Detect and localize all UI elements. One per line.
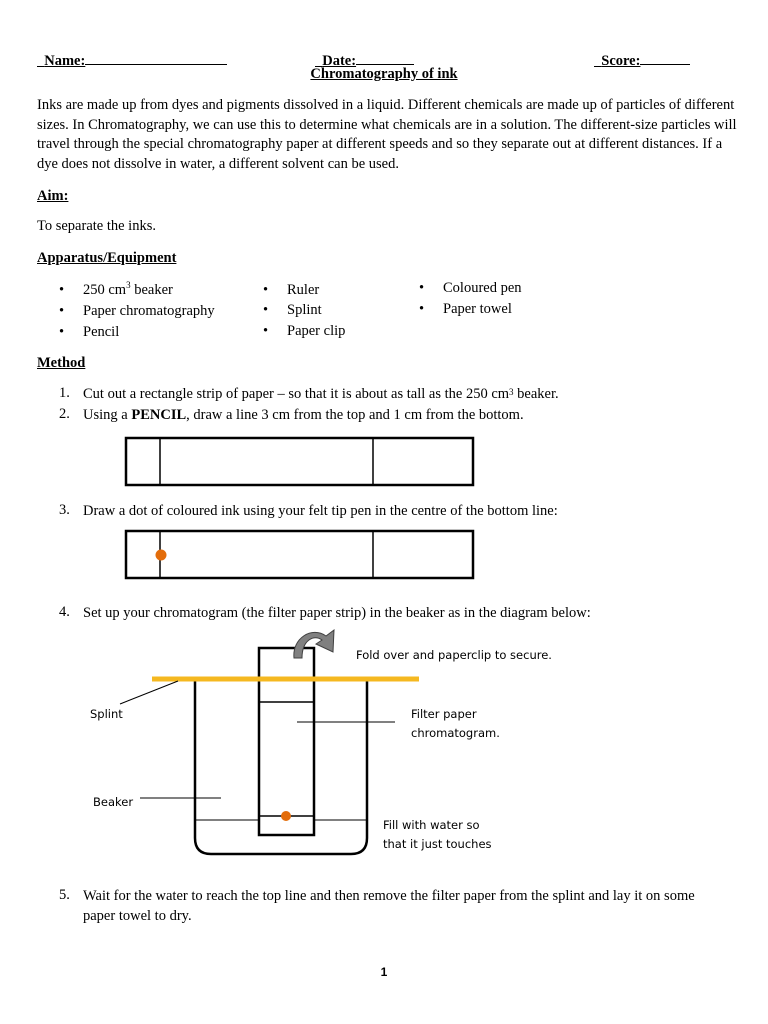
filter-label-line2: chromatogram. — [411, 726, 500, 740]
paper-strip — [126, 438, 473, 485]
page-title: Chromatography of ink — [310, 66, 458, 82]
intro-paragraph: Inks are made up from dyes and pigments dissolved in a liquid. Different chemicals are made up of particles of different sizes. In Chromatography, we can use this to determine what chemicals are in a solution. The different-size particles will travel through the special chromatography paper at different speeds and so they separate out at different distances. If a dye does not dissolve in water, a different solvent can be used. — [37, 97, 737, 172]
name-label: Name: — [44, 53, 86, 69]
step-number: 2. — [59, 406, 70, 422]
bullet-icon: • — [263, 323, 269, 339]
aim-heading: Aim: — [37, 188, 69, 204]
apparatus-paperclip: Paper clip — [287, 323, 346, 339]
apparatus-heading: Apparatus/Equipment — [37, 250, 177, 266]
date-field[interactable] — [315, 35, 414, 70]
step-number: 5. — [59, 887, 70, 903]
apparatus-pen: Coloured pen — [443, 280, 522, 296]
date-label: Date: — [322, 53, 357, 69]
paper-strip-dot-diagram — [120, 527, 480, 583]
score-field[interactable] — [594, 35, 690, 70]
date-blank[interactable] — [356, 52, 414, 65]
splint-label: Splint — [90, 707, 123, 721]
step-text: Using a PENCIL, draw a line 3 cm from the top and 1 cm from the bottom. — [83, 407, 524, 423]
step-number: 4. — [59, 604, 70, 620]
fold-label: Fold over and paperclip to secure. — [356, 648, 552, 662]
ink-dot — [281, 811, 291, 821]
splint-pointer — [120, 681, 178, 704]
step-number: 1. — [59, 385, 70, 401]
apparatus-towel: Paper towel — [443, 301, 512, 317]
beaker-label: Beaker — [93, 795, 134, 809]
step-text: Cut out a rectangle strip of paper – so that it is about as tall as the 250 $cm^3$ beaker. — [83, 386, 559, 402]
bullet-icon: • — [59, 303, 65, 319]
apparatus-pencil: Pencil — [83, 324, 120, 340]
ink-dot — [156, 550, 167, 561]
apparatus-ruler: Ruler — [287, 282, 320, 298]
step-text: Draw a dot of coloured ink using your felt tip pen in the centre of the bottom line: — [83, 503, 558, 519]
paper-strip-diagram — [120, 434, 480, 490]
name-field[interactable] — [37, 35, 227, 70]
step-text: Wait for the water to reach the top line and then remove the filter paper from the splint and lay it on some paper towel to dry. — [83, 888, 695, 924]
water-label-line2: that it just touches — [383, 837, 492, 851]
method-heading: Method — [37, 355, 86, 371]
name-blank[interactable] — [85, 52, 227, 65]
water-label-line1: Fill with water so — [383, 818, 480, 832]
bullet-icon: • — [59, 324, 65, 340]
bullet-icon: • — [419, 301, 425, 317]
apparatus-beaker: 250 $cm^3$ beaker — [83, 280, 173, 298]
filter-label-line1: Filter paper — [411, 707, 477, 721]
bullet-icon: • — [419, 280, 425, 296]
score-blank[interactable] — [640, 52, 690, 65]
step-number: 3. — [59, 502, 70, 518]
filter-paper-strip — [259, 648, 314, 835]
apparatus-paper: Paper chromatography — [83, 303, 215, 319]
paper-strip — [126, 531, 473, 578]
page-number: 1 — [380, 965, 388, 979]
score-label: Score: — [601, 53, 641, 69]
apparatus-splint: Splint — [287, 302, 322, 318]
bullet-icon: • — [59, 282, 65, 298]
aim-text: To separate the inks. — [37, 218, 156, 234]
bullet-icon: • — [263, 282, 269, 298]
bullet-icon: • — [263, 302, 269, 318]
step-text: Set up your chromatogram (the filter paper strip) in the beaker as in the diagram below: — [83, 605, 591, 621]
